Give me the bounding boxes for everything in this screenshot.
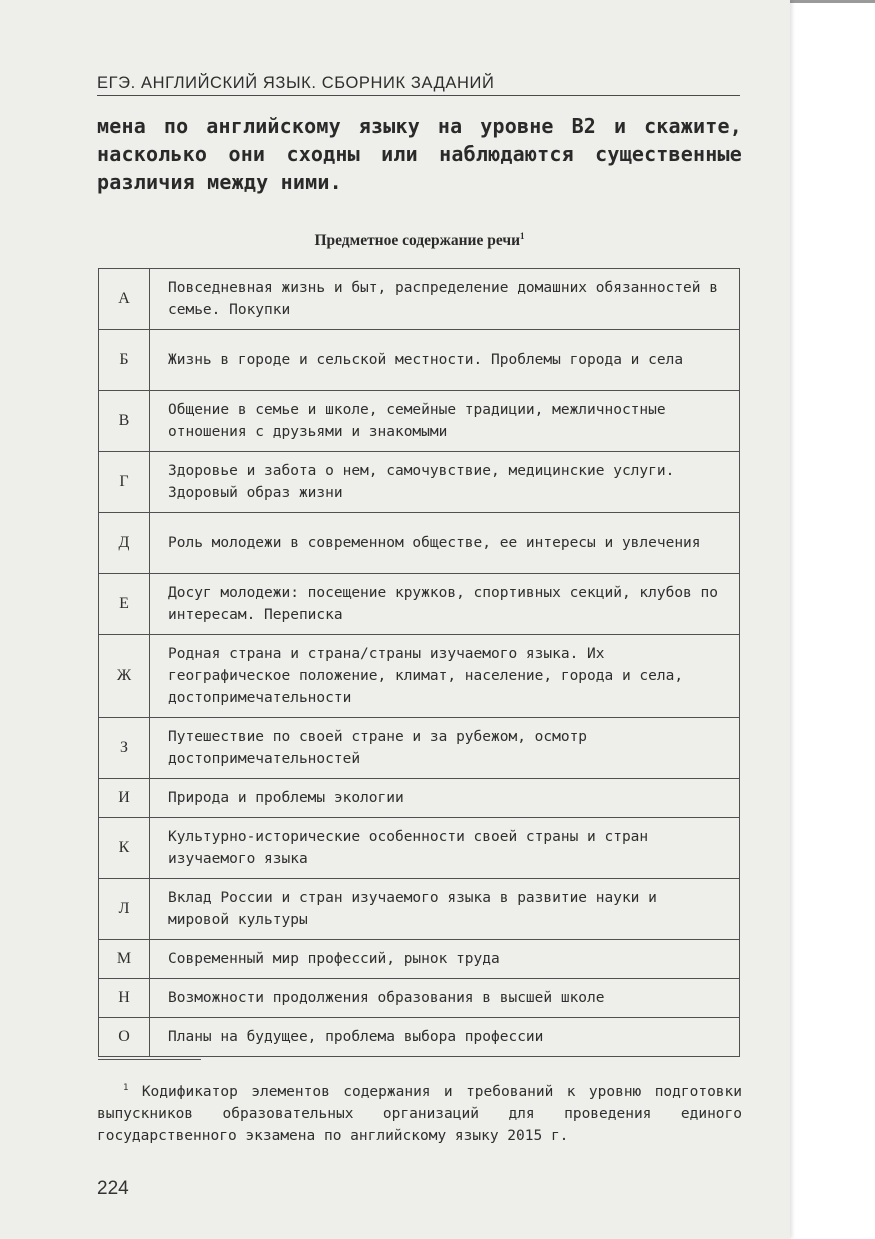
row-topic: Роль молодежи в современном обществе, ее интересы и увлечения (150, 513, 740, 574)
table-row (99, 452, 740, 513)
table-row (99, 779, 740, 818)
row-topic: Родная страна и страна/страны изучаемого языка. Их географическое положение, климат, население, города и села, достопримечательности (150, 635, 740, 718)
table-row (99, 979, 740, 1018)
row-topic: Вклад России и стран изучаемого языка в развитие науки и мировой культуры (150, 879, 740, 940)
page-number: 224 (97, 1178, 129, 1199)
row-code: Д (99, 513, 150, 574)
table-row (99, 269, 740, 330)
row-code: Ж (99, 635, 150, 718)
row-code: К (99, 818, 150, 879)
table-row (99, 879, 740, 940)
table-row (99, 1018, 740, 1057)
row-code: А (99, 269, 150, 330)
table-row (99, 635, 740, 718)
table-row (99, 513, 740, 574)
table-title (97, 231, 742, 250)
table-row (99, 391, 740, 452)
intro-paragraph: мена по английскому языку на уровне B2 и скажите, насколько они сходны или наблюдаются существенные различия между ними. (97, 114, 742, 194)
table-row (99, 330, 740, 391)
table-row (99, 718, 740, 779)
row-topic: Повседневная жизнь и быт, распределение домашних обязанностей в семье. Покупки (150, 269, 740, 330)
row-topic: Путешествие по своей стране и за рубежом, осмотр достопримечательностей (150, 718, 740, 779)
row-code: О (99, 1018, 150, 1057)
row-topic: Общение в семье и школе, семейные традиции, межличностные отношения с друзьями и знакомыми (150, 391, 740, 452)
row-topic: Досуг молодежи: посещение кружков, спортивных секций, клубов по интересам. Переписка (150, 574, 740, 635)
row-topic: Планы на будущее, проблема выбора профессии (150, 1018, 740, 1057)
footnote-rule (98, 1059, 201, 1060)
row-code: З (99, 718, 150, 779)
row-code: И (99, 779, 150, 818)
row-topic: Жизнь в городе и сельской местности. Проблемы города и села (150, 330, 740, 391)
row-code: Е (99, 574, 150, 635)
table-row (99, 818, 740, 879)
table-row (99, 574, 740, 635)
footnote (97, 1077, 742, 1147)
table-row (99, 940, 740, 979)
footnote-mark: 1 (123, 1083, 129, 1093)
footnote-text: Кодификатор элементов содержания и требований к уровню подготовки выпускников образовательных организаций для проведения единого государственного экзамена по английскому языку 2015 г. (97, 1083, 742, 1144)
row-code: М (99, 940, 150, 979)
row-code: Н (99, 979, 150, 1018)
row-topic: Природа и проблемы экологии (150, 779, 740, 818)
table-title-footnote-mark: 1 (520, 231, 525, 241)
row-topic: Современный мир профессий, рынок труда (150, 940, 740, 979)
row-topic: Здоровье и забота о нем, самочувствие, медицинские услуги. Здоровый образ жизни (150, 452, 740, 513)
running-header: ЕГЭ. АНГЛИЙСКИЙ ЯЗЫК. СБОРНИК ЗАДАНИЙ (97, 74, 740, 96)
row-code: Б (99, 330, 150, 391)
row-topic: Культурно-исторические особенности своей страны и стран изучаемого языка (150, 818, 740, 879)
row-topic: Возможности продолжения образования в высшей школе (150, 979, 740, 1018)
row-code: Л (99, 879, 150, 940)
row-code: В (99, 391, 150, 452)
subjects-table (98, 268, 740, 1057)
row-code: Г (99, 452, 150, 513)
table-title-text: Предметное содержание речи (314, 232, 521, 250)
